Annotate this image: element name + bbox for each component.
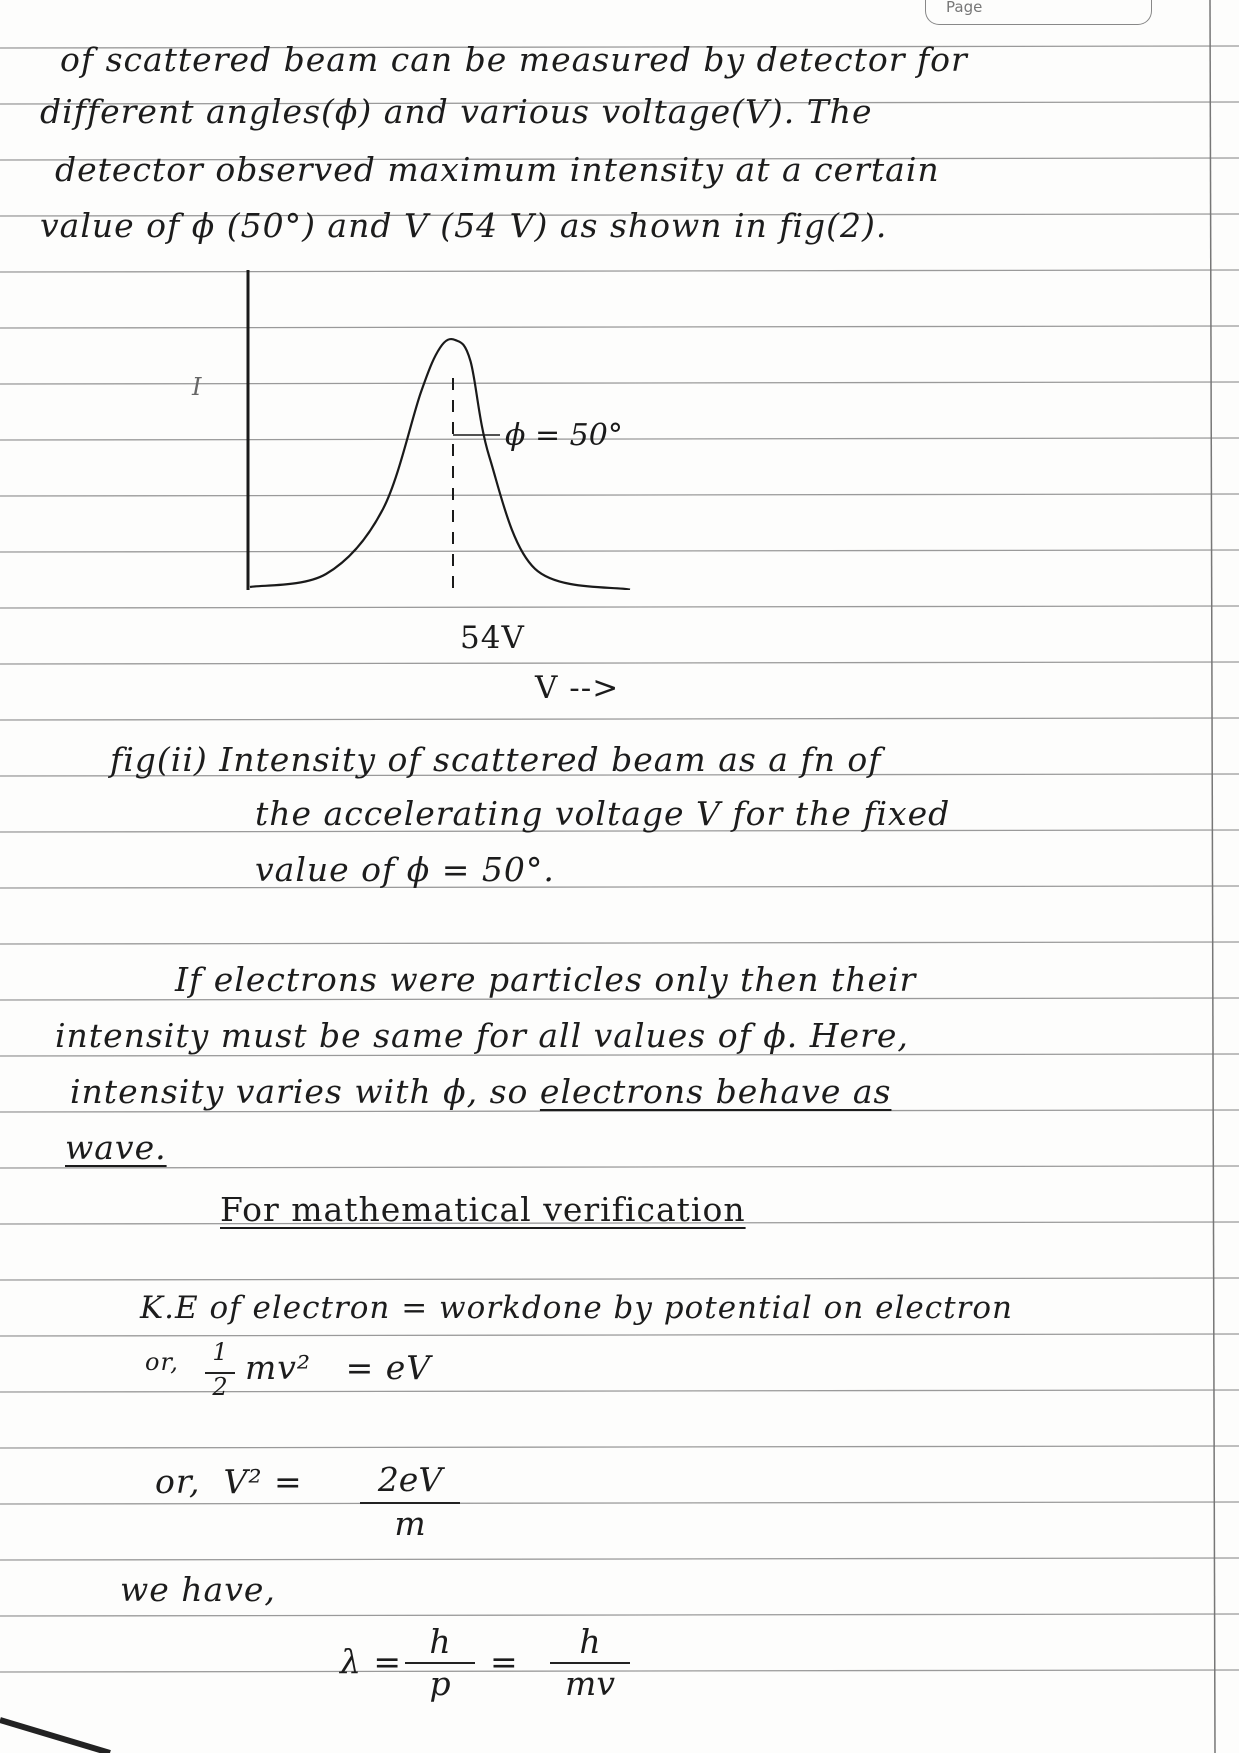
text-line-3: detector observed maximum intensity at a certain — [55, 150, 940, 189]
text-line-2: different angles(ϕ) and various voltage(V). The — [40, 92, 873, 131]
frac2-denominator: mv — [565, 1664, 615, 1703]
lambda-prefix: λ = — [340, 1642, 403, 1681]
para-line-3a: intensity varies with ϕ, so — [70, 1072, 529, 1111]
intensity-voltage-figure — [170, 260, 790, 590]
equals-sign: = — [490, 1642, 519, 1681]
eq1-denominator: 2 — [212, 1373, 228, 1401]
text-line-1: of scattered beam can be measured by detector for — [60, 40, 968, 79]
para-line-4: wave. — [65, 1128, 167, 1167]
eq2-prefix: or, V² = — [155, 1462, 303, 1501]
peak-voltage-label: 54V — [460, 620, 525, 656]
curve-label: ϕ = 50° — [505, 418, 623, 453]
we-have-label: we have, — [120, 1570, 276, 1609]
frac1-denominator: p — [429, 1664, 451, 1703]
page-tab-label: Page — [946, 0, 983, 16]
page-number-tab — [925, 0, 1152, 25]
frac1-numerator: h — [429, 1622, 451, 1661]
eq2-numerator: 2eV — [377, 1460, 443, 1499]
caption-line-3: value of ϕ = 50°. — [255, 850, 555, 889]
intensity-curve — [250, 339, 630, 590]
section-heading: For mathematical verification — [220, 1190, 746, 1229]
eq1-prefix: or, — [145, 1348, 179, 1376]
frac2-numerator: h — [579, 1622, 601, 1661]
y-axis-label: I — [192, 373, 202, 401]
para-line-1: If electrons were particles only then their — [175, 960, 917, 999]
x-axis-label: V --> — [535, 670, 620, 706]
text-line-4: value of ϕ (50°) and V (54 V) as shown in fig(2). — [40, 206, 888, 245]
ke-line: K.E of electron = workdone by potential on electron — [140, 1290, 1013, 1326]
para-line-3b: electrons behave as — [539, 1072, 892, 1111]
caption-line-1: fig(ii) Intensity of scattered beam as a fn of — [110, 740, 882, 779]
figure-axes — [248, 270, 742, 590]
caption-line-2: the accelerating voltage V for the fixed — [255, 794, 951, 833]
para-line-2: intensity must be same for all values of ϕ. Here, — [55, 1016, 909, 1055]
eq2-denominator: m — [394, 1504, 426, 1543]
para-line-3 — [70, 1072, 891, 1111]
eq1-rest: mv² = eV — [245, 1348, 432, 1387]
eq1-numerator: 1 — [212, 1338, 228, 1366]
